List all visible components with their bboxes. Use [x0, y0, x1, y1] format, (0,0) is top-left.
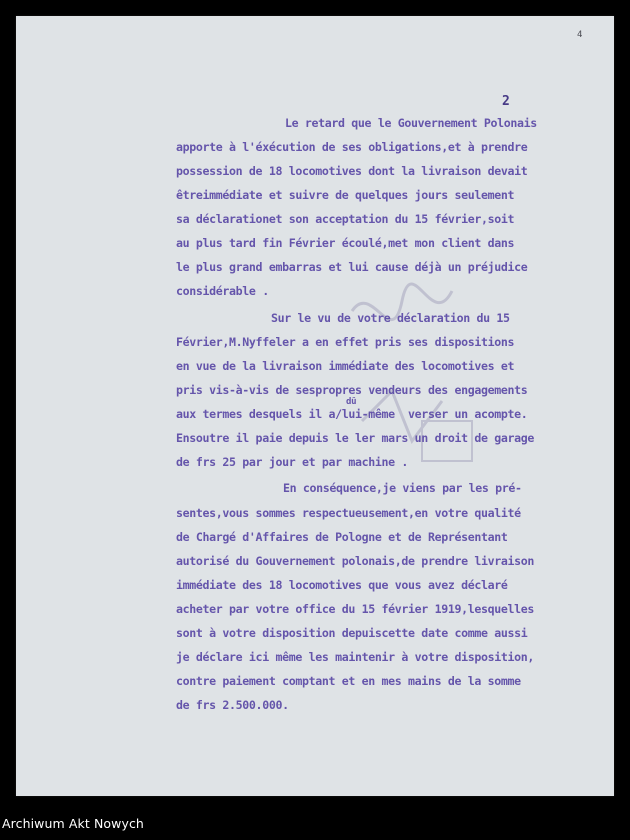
line-05: sa déclarationet son acceptation du 15 février,soit	[176, 212, 515, 226]
archive-watermark: Archiwum Akt Nowych	[2, 816, 144, 831]
line-22: sont à votre disposition depuiscette date comme aussi	[176, 626, 528, 640]
line-17: sentes,vous sommes respectueusement,en votre qualité	[176, 506, 521, 520]
line-10: Février,M.Nyffeler a en effet pris ses dispositions	[176, 335, 515, 349]
line-01: Le retard que le Gouvernement Polonais	[285, 116, 537, 130]
line-23: je déclare ici même les maintenir à votre disposition,	[176, 650, 535, 664]
line-24: contre paiement comptant et en mes mains de la somme	[176, 674, 521, 688]
line-19: autorisé du Gouvernement polonais,de prendre livraison	[176, 554, 535, 568]
line-13: aux termes desquels il a/lui-même verser un acompte.	[176, 407, 528, 421]
line-04: êtreimmédiate et suivre de quelques jours seulement	[176, 188, 515, 202]
document-page	[16, 16, 614, 796]
line-12: pris vis-à-vis de sespropres vendeurs des engagements	[176, 383, 528, 397]
line-02: apporte à l'éxécution de ses obligations,et à prendre	[176, 140, 528, 154]
line-07: le plus grand embarras et lui cause déjà un préjudice	[176, 260, 528, 274]
line-09: Sur le vu de votre déclaration du 15	[271, 311, 510, 325]
line-16: En conséquence,je viens par les pré-	[283, 481, 522, 495]
corner-mark: 4	[577, 30, 583, 40]
line-20: immédiate des 18 locomotives que vous avez déclaré	[176, 578, 508, 592]
show-through-stamp	[332, 271, 492, 481]
line-11: en vue de la livraison immédiate des locomotives et	[176, 359, 515, 373]
line-06: au plus tard fin Février écoulé,met mon client dans	[176, 236, 515, 250]
page-number: 2	[502, 94, 510, 109]
line-03: possession de 18 locomotives dont la livraison devait	[176, 164, 528, 178]
line-18: de Chargé d'Affaires de Pologne et de Représentant	[176, 530, 508, 544]
line-21: acheter par votre office du 15 février 1919,lesquelles	[176, 602, 535, 616]
interlinear-insertion: dû	[346, 397, 357, 407]
line-08: considérable .	[176, 284, 269, 298]
line-14: Ensoutre il paie depuis le ler mars un droit de garage	[176, 431, 535, 445]
line-15: de frs 25 par jour et par machine .	[176, 455, 409, 469]
line-25: de frs 2.500.000.	[176, 698, 289, 712]
